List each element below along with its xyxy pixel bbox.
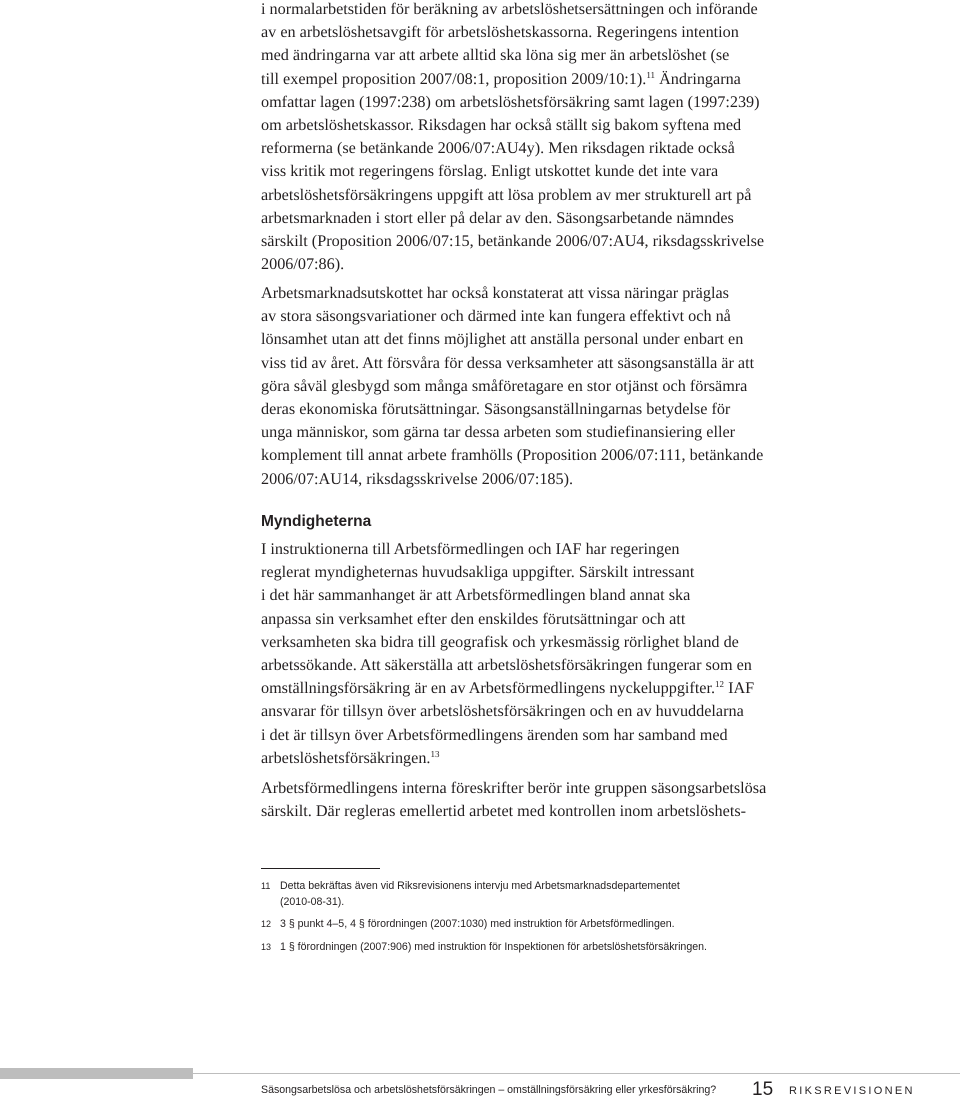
footnote-text: 1 § förordningen (2007:906) med instruktion för Inspektionen för arbetslöshetsförsäkringen.	[280, 940, 707, 953]
footnote-text: (2010-08-31).	[280, 895, 345, 908]
paragraph-1-line: av en arbetslöshetsavgift för arbetslöshetskassorna. Regeringens intention	[261, 23, 739, 42]
paragraph-2-line: komplement till annat arbete framhölls (Proposition 2006/07:111, betänkande	[261, 446, 764, 465]
footer-rule	[193, 1073, 960, 1074]
footnote-12	[261, 917, 821, 933]
footnote-ref-13[interactable]: 13	[430, 748, 440, 759]
paragraph-3-line: i det är tillsyn över Arbetsförmedlingens ärenden som har samband med	[261, 725, 728, 744]
paragraph-4-line: särskilt. Där regleras emellertid arbetet med kontrollen inom arbetslöshets-	[261, 802, 747, 821]
paragraph-1-line: arbetslöshetsförsäkringens uppgift att lösa problem av mer strukturell art på	[261, 185, 752, 204]
paragraph-4	[261, 777, 801, 823]
paragraph-2-line: deras ekonomiska förutsättningar. Säsongsanställningarnas betydelse för	[261, 400, 731, 419]
paragraph-3-line: IAF	[724, 679, 755, 698]
footer-title: Säsongsarbetslösa och arbetslöshetsförsäkringen – omställningsförsäkring eller yrkesförsäkring?	[261, 1084, 717, 1096]
paragraph-1-line: Ändringarna	[655, 69, 741, 88]
paragraph-2-line: viss tid av året. Att försvåra för dessa verksamheter att säsongsanställa är att	[261, 353, 755, 372]
footnote-number: 12	[261, 919, 272, 930]
paragraph-2-line: av stora säsongsvariationer och därmed inte kan fungera effektivt och nå	[261, 307, 731, 326]
paragraph-1-line: till exempel proposition 2007/08:1, proposition 2009/10:1).	[261, 69, 647, 88]
paragraph-1-line: viss kritik mot regeringens förslag. Enligt utskottet kunde det inte vara	[261, 162, 719, 181]
paragraph-1	[261, 0, 801, 276]
paragraph-1-line: med ändringarna var att arbete alltid ska löna sig mer än arbetslöshet (se	[261, 46, 730, 65]
paragraph-1-line: arbetsmarknaden i stort eller på delar av den. Säsongsarbetande nämndes	[261, 208, 734, 227]
paragraph-1-line: i normalarbetstiden för beräkning av arbetslöshetsersättningen och införande	[261, 0, 758, 18]
footnotes	[261, 879, 821, 962]
paragraph-3-line: i det här sammanhanget är att Arbetsförmedlingen bland annat ska	[261, 586, 691, 605]
paragraph-3-line: arbetssökande. Att säkerställa att arbetslöshetsförsäkringen fungerar som en	[261, 656, 752, 675]
footnote-number: 11	[261, 881, 271, 891]
paragraph-3-line: verksamheten ska bidra till geografisk och yrkesmässig rörlighet bland de	[261, 632, 739, 651]
footnote-number: 13	[261, 941, 272, 952]
paragraph-1-line: reformerna (se betänkande 2006/07:AU4y). Men riksdagen riktade också	[261, 139, 735, 158]
paragraph-3-line: anpassa sin verksamhet efter den enskildes förutsättningar och att	[261, 609, 686, 628]
paragraph-2-line: 2006/07:AU14, riksdagsskrivelse 2006/07:185).	[261, 469, 574, 488]
paragraph-3-line: I instruktionerna till Arbetsförmedlingen och IAF har regeringen	[261, 540, 680, 558]
footnote-text: 3 § punkt 4–5, 4 § förordningen (2007:1030) med instruktion för Arbetsförmedlingen.	[280, 918, 675, 931]
footer-accent-bar	[0, 1068, 193, 1079]
footnote-ref-12[interactable]: 12	[715, 679, 725, 690]
paragraph-4-line: Arbetsförmedlingens interna föreskrifter berör inte gruppen säsongsarbetslösa	[261, 779, 767, 797]
footnote-11	[261, 879, 821, 910]
paragraph-2-line: Arbetsmarknadsutskottet har också konstaterat att vissa näringar präglas	[261, 284, 729, 302]
paragraph-3-line: reglerat myndigheternas huvudsakliga uppgifter. Särskilt intressant	[261, 563, 695, 582]
footnote-divider	[261, 868, 380, 869]
footnote-13	[261, 940, 821, 956]
paragraph-2-line: unga människor, som gärna tar dessa arbeten som studiefinansiering eller	[261, 423, 736, 442]
paragraph-3-line: omställningsförsäkring är en av Arbetsförmedlingens nyckeluppgifter.	[261, 679, 716, 698]
paragraph-1-line: omfattar lagen (1997:238) om arbetslöshetsförsäkring samt lagen (1997:239)	[261, 92, 760, 111]
paragraph-1-line: 2006/07:86).	[261, 255, 345, 274]
paragraph-2	[261, 282, 801, 491]
paragraph-2-line: göra såväl glesbygd som många småföretagare en stor otjänst och försämra	[261, 376, 748, 395]
brand-name: RIKSREVISIONEN	[789, 1085, 915, 1097]
paragraph-3-line: ansvarar för tillsyn över arbetslöshetsförsäkringen och en av huvuddelarna	[261, 702, 744, 721]
paragraph-3	[261, 538, 801, 770]
section-heading: Myndigheterna	[261, 513, 372, 530]
paragraph-1-line: om arbetslöshetskassor. Riksdagen har också ställt sig bakom syftena med	[261, 116, 742, 135]
page-number: 15	[752, 1079, 774, 1100]
footnote-text: Detta bekräftas även vid Riksrevisionens intervju med Arbetsmarknadsdepartementet	[280, 880, 680, 892]
paragraph-1-line: särskilt (Proposition 2006/07:15, betänkande 2006/07:AU4, riksdagsskrivelse	[261, 232, 765, 251]
paragraph-2-line: lönsamhet utan att det finns möjlighet att anställa personal under enbart en	[261, 330, 744, 349]
paragraph-3-line: arbetslöshetsförsäkringen.	[261, 748, 431, 767]
footnote-ref-11[interactable]: 11	[646, 69, 656, 80]
